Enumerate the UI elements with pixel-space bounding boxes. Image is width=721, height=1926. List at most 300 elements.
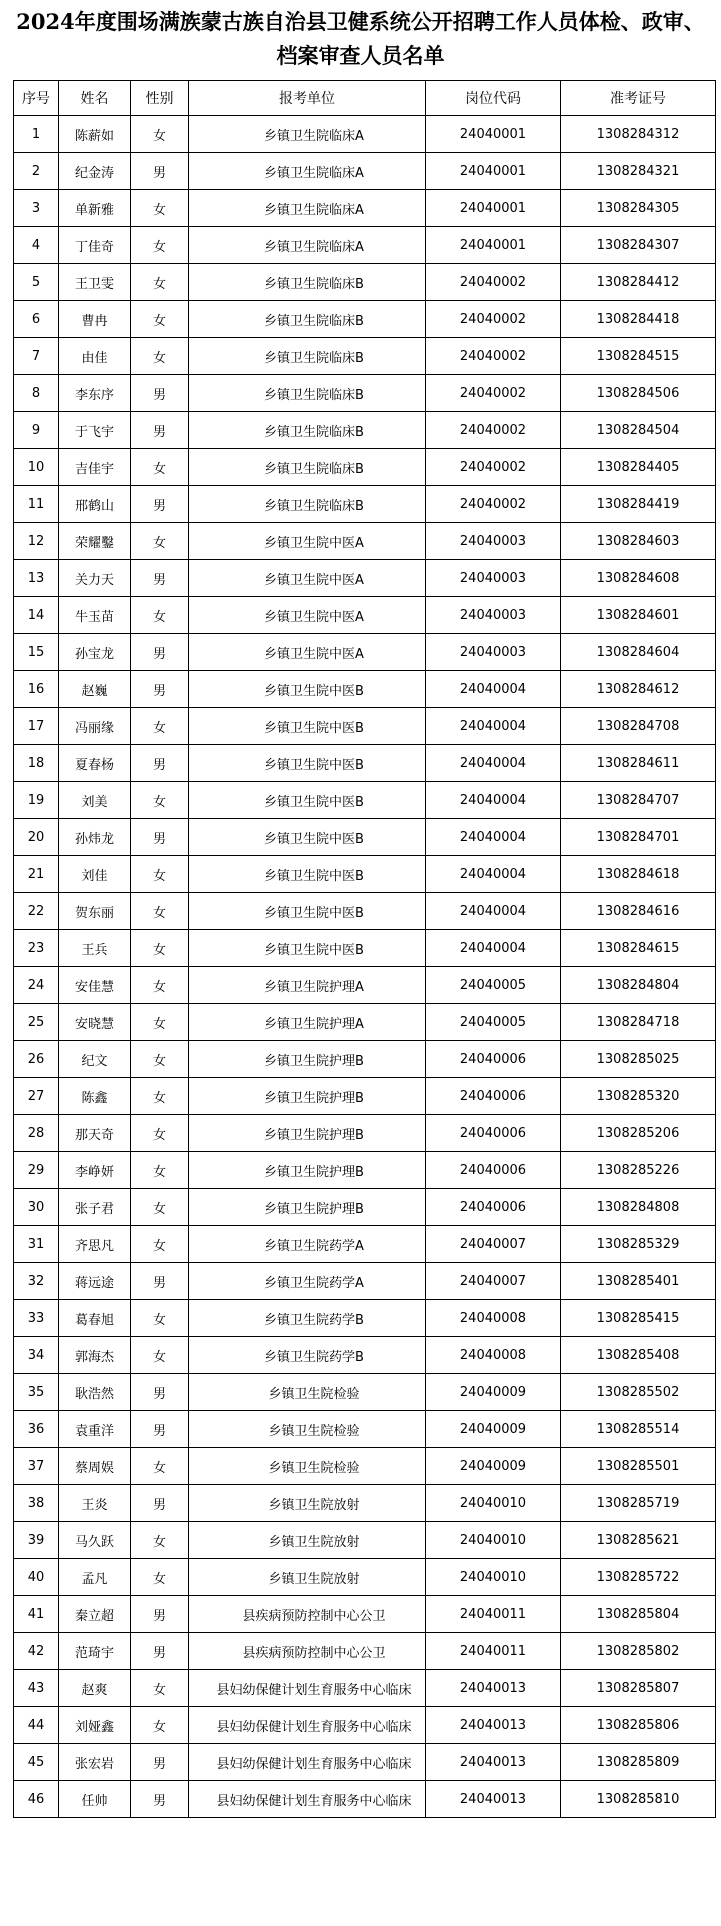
cell-unit: 乡镇卫生院护理A <box>189 967 426 1004</box>
table-row <box>14 1522 716 1559</box>
cell-gender: 男 <box>131 634 189 671</box>
table-row <box>14 708 716 745</box>
cell-gender: 女 <box>131 597 189 634</box>
cell-unit: 乡镇卫生院检验 <box>189 1411 426 1448</box>
cell-gender: 男 <box>131 1263 189 1300</box>
cell-exam-number: 1308284515 <box>561 338 716 375</box>
cell-unit: 县妇幼保健计划生育服务中心临床 <box>189 1744 426 1781</box>
cell-seq: 29 <box>14 1152 59 1189</box>
cell-unit: 乡镇卫生院护理B <box>189 1041 426 1078</box>
cell-exam-number: 1308284718 <box>561 1004 716 1041</box>
cell-exam-number: 1308284412 <box>561 264 716 301</box>
cell-seq: 3 <box>14 190 59 227</box>
cell-post-code: 24040001 <box>426 116 561 153</box>
cell-seq: 35 <box>14 1374 59 1411</box>
cell-post-code: 24040013 <box>426 1781 561 1818</box>
cell-gender: 女 <box>131 1337 189 1374</box>
cell-gender: 男 <box>131 375 189 412</box>
cell-gender: 女 <box>131 301 189 338</box>
cell-seq: 19 <box>14 782 59 819</box>
cell-unit: 乡镇卫生院临床B <box>189 338 426 375</box>
table-row <box>14 967 716 1004</box>
table-row <box>14 1485 716 1522</box>
cell-exam-number: 1308285514 <box>561 1411 716 1448</box>
cell-seq: 11 <box>14 486 59 523</box>
cell-post-code: 24040008 <box>426 1300 561 1337</box>
cell-post-code: 24040003 <box>426 634 561 671</box>
cell-exam-number: 1308285809 <box>561 1744 716 1781</box>
header-post-code: 岗位代码 <box>426 81 561 116</box>
table-row <box>14 1189 716 1226</box>
cell-exam-number: 1308284312 <box>561 116 716 153</box>
cell-exam-number: 1308285810 <box>561 1781 716 1818</box>
header-seq: 序号 <box>14 81 59 116</box>
cell-name: 孟凡 <box>59 1559 131 1596</box>
cell-name: 马久跃 <box>59 1522 131 1559</box>
cell-post-code: 24040011 <box>426 1633 561 1670</box>
cell-unit: 乡镇卫生院中医B <box>189 782 426 819</box>
cell-post-code: 24040004 <box>426 671 561 708</box>
cell-seq: 1 <box>14 116 59 153</box>
cell-exam-number: 1308284419 <box>561 486 716 523</box>
cell-seq: 18 <box>14 745 59 782</box>
table-row <box>14 1559 716 1596</box>
cell-unit: 县妇幼保健计划生育服务中心临床 <box>189 1670 426 1707</box>
cell-exam-number: 1308284804 <box>561 967 716 1004</box>
cell-name: 秦立超 <box>59 1596 131 1633</box>
cell-seq: 7 <box>14 338 59 375</box>
cell-seq: 46 <box>14 1781 59 1818</box>
cell-seq: 21 <box>14 856 59 893</box>
cell-name: 冯丽缘 <box>59 708 131 745</box>
table-row <box>14 1078 716 1115</box>
cell-unit: 乡镇卫生院临床B <box>189 301 426 338</box>
header-name: 姓名 <box>59 81 131 116</box>
table-row <box>14 190 716 227</box>
table-row <box>14 227 716 264</box>
cell-post-code: 24040009 <box>426 1448 561 1485</box>
cell-exam-number: 1308284604 <box>561 634 716 671</box>
cell-name: 由佳 <box>59 338 131 375</box>
cell-seq: 14 <box>14 597 59 634</box>
cell-name: 吉佳宇 <box>59 449 131 486</box>
cell-seq: 25 <box>14 1004 59 1041</box>
cell-seq: 10 <box>14 449 59 486</box>
cell-unit: 乡镇卫生院药学B <box>189 1300 426 1337</box>
cell-seq: 20 <box>14 819 59 856</box>
cell-post-code: 24040004 <box>426 856 561 893</box>
cell-post-code: 24040003 <box>426 560 561 597</box>
cell-name: 李东序 <box>59 375 131 412</box>
cell-seq: 13 <box>14 560 59 597</box>
cell-exam-number: 1308285804 <box>561 1596 716 1633</box>
table-row <box>14 1411 716 1448</box>
cell-exam-number: 1308284504 <box>561 412 716 449</box>
table-row <box>14 930 716 967</box>
cell-name: 李峥妍 <box>59 1152 131 1189</box>
cell-exam-number: 1308285502 <box>561 1374 716 1411</box>
cell-unit: 乡镇卫生院临床B <box>189 412 426 449</box>
cell-name: 那天奇 <box>59 1115 131 1152</box>
cell-unit: 乡镇卫生院检验 <box>189 1448 426 1485</box>
cell-seq: 33 <box>14 1300 59 1337</box>
cell-exam-number: 1308285408 <box>561 1337 716 1374</box>
cell-unit: 乡镇卫生院临床A <box>189 227 426 264</box>
table-row <box>14 375 716 412</box>
cell-exam-number: 1308285320 <box>561 1078 716 1115</box>
cell-post-code: 24040004 <box>426 708 561 745</box>
cell-seq: 24 <box>14 967 59 1004</box>
table-row <box>14 486 716 523</box>
table-row <box>14 1041 716 1078</box>
cell-seq: 4 <box>14 227 59 264</box>
cell-gender: 男 <box>131 1633 189 1670</box>
cell-exam-number: 1308284616 <box>561 893 716 930</box>
cell-gender: 女 <box>131 116 189 153</box>
cell-seq: 6 <box>14 301 59 338</box>
table-row <box>14 301 716 338</box>
cell-seq: 36 <box>14 1411 59 1448</box>
cell-gender: 男 <box>131 560 189 597</box>
table-row <box>14 1596 716 1633</box>
cell-unit: 乡镇卫生院护理B <box>189 1152 426 1189</box>
cell-unit: 乡镇卫生院放射 <box>189 1522 426 1559</box>
cell-exam-number: 1308284305 <box>561 190 716 227</box>
cell-exam-number: 1308284707 <box>561 782 716 819</box>
cell-post-code: 24040013 <box>426 1744 561 1781</box>
cell-unit: 乡镇卫生院中医B <box>189 819 426 856</box>
cell-gender: 男 <box>131 1374 189 1411</box>
cell-exam-number: 1308285025 <box>561 1041 716 1078</box>
cell-name: 葛春旭 <box>59 1300 131 1337</box>
cell-unit: 县疾病预防控制中心公卫 <box>189 1633 426 1670</box>
table-row <box>14 745 716 782</box>
cell-gender: 女 <box>131 523 189 560</box>
cell-exam-number: 1308285719 <box>561 1485 716 1522</box>
cell-exam-number: 1308285206 <box>561 1115 716 1152</box>
cell-unit: 乡镇卫生院放射 <box>189 1485 426 1522</box>
cell-seq: 42 <box>14 1633 59 1670</box>
cell-gender: 女 <box>131 1300 189 1337</box>
cell-name: 陈鑫 <box>59 1078 131 1115</box>
cell-seq: 22 <box>14 893 59 930</box>
cell-post-code: 24040002 <box>426 375 561 412</box>
cell-unit: 乡镇卫生院临床B <box>189 375 426 412</box>
cell-name: 丁佳奇 <box>59 227 131 264</box>
cell-exam-number: 1308284418 <box>561 301 716 338</box>
cell-name: 刘美 <box>59 782 131 819</box>
cell-unit: 乡镇卫生院中医A <box>189 523 426 560</box>
cell-name: 孙宝龙 <box>59 634 131 671</box>
cell-post-code: 24040004 <box>426 782 561 819</box>
cell-post-code: 24040004 <box>426 745 561 782</box>
cell-unit: 乡镇卫生院中医B <box>189 856 426 893</box>
cell-post-code: 24040002 <box>426 486 561 523</box>
cell-unit: 乡镇卫生院临床A <box>189 116 426 153</box>
cell-exam-number: 1308285226 <box>561 1152 716 1189</box>
cell-seq: 26 <box>14 1041 59 1078</box>
cell-unit: 乡镇卫生院中医B <box>189 893 426 930</box>
cell-unit: 乡镇卫生院中医A <box>189 560 426 597</box>
cell-gender: 女 <box>131 1078 189 1115</box>
cell-seq: 5 <box>14 264 59 301</box>
page-title: 2024年度围场满族蒙古族自治县卫健系统公开招聘工作人员体检、政审、档案审查人员名单 <box>16 9 705 68</box>
table-header-row <box>14 81 716 116</box>
table-row <box>14 893 716 930</box>
cell-seq: 9 <box>14 412 59 449</box>
cell-name: 于飞宇 <box>59 412 131 449</box>
cell-seq: 17 <box>14 708 59 745</box>
cell-exam-number: 1308285807 <box>561 1670 716 1707</box>
cell-gender: 男 <box>131 486 189 523</box>
cell-exam-number: 1308285722 <box>561 1559 716 1596</box>
cell-seq: 28 <box>14 1115 59 1152</box>
table-row <box>14 1337 716 1374</box>
cell-name: 孙炜龙 <box>59 819 131 856</box>
cell-gender: 女 <box>131 1448 189 1485</box>
cell-seq: 37 <box>14 1448 59 1485</box>
cell-post-code: 24040004 <box>426 930 561 967</box>
cell-exam-number: 1308284405 <box>561 449 716 486</box>
cell-gender: 女 <box>131 1559 189 1596</box>
cell-post-code: 24040004 <box>426 893 561 930</box>
cell-exam-number: 1308284618 <box>561 856 716 893</box>
cell-post-code: 24040006 <box>426 1115 561 1152</box>
cell-exam-number: 1308285621 <box>561 1522 716 1559</box>
cell-unit: 乡镇卫生院检验 <box>189 1374 426 1411</box>
cell-gender: 男 <box>131 1744 189 1781</box>
table-row <box>14 671 716 708</box>
cell-seq: 12 <box>14 523 59 560</box>
cell-post-code: 24040002 <box>426 301 561 338</box>
table-row <box>14 1707 716 1744</box>
cell-post-code: 24040013 <box>426 1670 561 1707</box>
cell-unit: 乡镇卫生院药学A <box>189 1263 426 1300</box>
cell-post-code: 24040003 <box>426 523 561 560</box>
cell-name: 蒋远途 <box>59 1263 131 1300</box>
cell-exam-number: 1308284307 <box>561 227 716 264</box>
cell-unit: 乡镇卫生院临床B <box>189 264 426 301</box>
cell-unit: 县妇幼保健计划生育服务中心临床 <box>189 1707 426 1744</box>
cell-exam-number: 1308284615 <box>561 930 716 967</box>
cell-unit: 乡镇卫生院药学A <box>189 1226 426 1263</box>
cell-gender: 女 <box>131 782 189 819</box>
cell-name: 王炎 <box>59 1485 131 1522</box>
table-row <box>14 1152 716 1189</box>
cell-name: 贺东丽 <box>59 893 131 930</box>
cell-post-code: 24040002 <box>426 412 561 449</box>
cell-name: 关力天 <box>59 560 131 597</box>
cell-exam-number: 1308284321 <box>561 153 716 190</box>
cell-unit: 乡镇卫生院放射 <box>189 1559 426 1596</box>
cell-name: 赵巍 <box>59 671 131 708</box>
cell-gender: 女 <box>131 1041 189 1078</box>
cell-exam-number: 1308285802 <box>561 1633 716 1670</box>
cell-post-code: 24040005 <box>426 1004 561 1041</box>
cell-seq: 44 <box>14 1707 59 1744</box>
cell-exam-number: 1308284708 <box>561 708 716 745</box>
cell-name: 陈薪如 <box>59 116 131 153</box>
table-row <box>14 819 716 856</box>
cell-exam-number: 1308284506 <box>561 375 716 412</box>
cell-post-code: 24040009 <box>426 1374 561 1411</box>
cell-name: 王兵 <box>59 930 131 967</box>
cell-exam-number: 1308284808 <box>561 1189 716 1226</box>
cell-unit: 乡镇卫生院中医A <box>189 597 426 634</box>
cell-seq: 27 <box>14 1078 59 1115</box>
cell-post-code: 24040002 <box>426 338 561 375</box>
cell-seq: 32 <box>14 1263 59 1300</box>
table-row <box>14 1300 716 1337</box>
cell-name: 夏春杨 <box>59 745 131 782</box>
cell-post-code: 24040007 <box>426 1263 561 1300</box>
cell-exam-number: 1308285401 <box>561 1263 716 1300</box>
cell-gender: 女 <box>131 893 189 930</box>
cell-name: 郭海杰 <box>59 1337 131 1374</box>
cell-gender: 男 <box>131 412 189 449</box>
cell-unit: 乡镇卫生院护理A <box>189 1004 426 1041</box>
table-row <box>14 523 716 560</box>
cell-post-code: 24040008 <box>426 1337 561 1374</box>
cell-exam-number: 1308284612 <box>561 671 716 708</box>
cell-exam-number: 1308284603 <box>561 523 716 560</box>
cell-post-code: 24040002 <box>426 449 561 486</box>
cell-post-code: 24040013 <box>426 1707 561 1744</box>
cell-name: 牛玉苗 <box>59 597 131 634</box>
cell-gender: 男 <box>131 819 189 856</box>
cell-name: 刘佳 <box>59 856 131 893</box>
cell-exam-number: 1308284601 <box>561 597 716 634</box>
cell-post-code: 24040002 <box>426 264 561 301</box>
table-row <box>14 560 716 597</box>
cell-name: 任帅 <box>59 1781 131 1818</box>
cell-gender: 男 <box>131 671 189 708</box>
cell-seq: 31 <box>14 1226 59 1263</box>
table-row <box>14 1374 716 1411</box>
cell-post-code: 24040006 <box>426 1041 561 1078</box>
cell-seq: 16 <box>14 671 59 708</box>
table-row <box>14 856 716 893</box>
cell-gender: 女 <box>131 930 189 967</box>
cell-name: 范琦宇 <box>59 1633 131 1670</box>
cell-name: 赵爽 <box>59 1670 131 1707</box>
cell-name: 曹冉 <box>59 301 131 338</box>
cell-seq: 8 <box>14 375 59 412</box>
cell-post-code: 24040005 <box>426 967 561 1004</box>
cell-gender: 女 <box>131 1707 189 1744</box>
cell-post-code: 24040007 <box>426 1226 561 1263</box>
table-row <box>14 1744 716 1781</box>
table-row <box>14 1004 716 1041</box>
cell-gender: 女 <box>131 1004 189 1041</box>
cell-post-code: 24040001 <box>426 190 561 227</box>
table-row <box>14 1633 716 1670</box>
cell-post-code: 24040003 <box>426 597 561 634</box>
cell-name: 安晓慧 <box>59 1004 131 1041</box>
cell-gender: 女 <box>131 708 189 745</box>
cell-unit: 乡镇卫生院护理B <box>189 1189 426 1226</box>
cell-gender: 女 <box>131 449 189 486</box>
cell-gender: 女 <box>131 264 189 301</box>
cell-name: 耿浩然 <box>59 1374 131 1411</box>
candidate-table <box>13 80 716 1818</box>
cell-unit: 乡镇卫生院临床B <box>189 449 426 486</box>
cell-post-code: 24040004 <box>426 819 561 856</box>
cell-exam-number: 1308284701 <box>561 819 716 856</box>
cell-post-code: 24040006 <box>426 1189 561 1226</box>
cell-name: 安佳慧 <box>59 967 131 1004</box>
table-body <box>14 116 716 1818</box>
table-row <box>14 1226 716 1263</box>
cell-name: 荣耀鑿 <box>59 523 131 560</box>
cell-gender: 女 <box>131 1670 189 1707</box>
cell-name: 刘娅鑫 <box>59 1707 131 1744</box>
cell-seq: 30 <box>14 1189 59 1226</box>
cell-exam-number: 1308285415 <box>561 1300 716 1337</box>
cell-gender: 女 <box>131 190 189 227</box>
cell-gender: 男 <box>131 1596 189 1633</box>
cell-gender: 男 <box>131 153 189 190</box>
cell-gender: 女 <box>131 227 189 264</box>
cell-unit: 乡镇卫生院护理B <box>189 1115 426 1152</box>
cell-post-code: 24040010 <box>426 1522 561 1559</box>
cell-unit: 乡镇卫生院护理B <box>189 1078 426 1115</box>
cell-exam-number: 1308285806 <box>561 1707 716 1744</box>
cell-gender: 女 <box>131 967 189 1004</box>
cell-unit: 乡镇卫生院临床A <box>189 153 426 190</box>
table-row <box>14 634 716 671</box>
table-row <box>14 153 716 190</box>
cell-name: 蔡周娱 <box>59 1448 131 1485</box>
cell-exam-number: 1308284608 <box>561 560 716 597</box>
cell-unit: 县妇幼保健计划生育服务中心临床 <box>189 1781 426 1818</box>
cell-seq: 40 <box>14 1559 59 1596</box>
table-row <box>14 782 716 819</box>
cell-post-code: 24040009 <box>426 1411 561 1448</box>
cell-seq: 15 <box>14 634 59 671</box>
cell-seq: 34 <box>14 1337 59 1374</box>
cell-unit: 乡镇卫生院临床B <box>189 486 426 523</box>
table-row <box>14 116 716 153</box>
cell-seq: 41 <box>14 1596 59 1633</box>
cell-post-code: 24040010 <box>426 1559 561 1596</box>
table-row <box>14 1263 716 1300</box>
header-gender: 性别 <box>131 81 189 116</box>
cell-name: 单新雅 <box>59 190 131 227</box>
cell-unit: 乡镇卫生院中医B <box>189 671 426 708</box>
cell-name: 张子君 <box>59 1189 131 1226</box>
cell-post-code: 24040001 <box>426 227 561 264</box>
cell-name: 王卫雯 <box>59 264 131 301</box>
cell-post-code: 24040006 <box>426 1078 561 1115</box>
cell-exam-number: 1308285329 <box>561 1226 716 1263</box>
cell-gender: 女 <box>131 856 189 893</box>
cell-gender: 女 <box>131 1226 189 1263</box>
cell-name: 张宏岩 <box>59 1744 131 1781</box>
table-row <box>14 264 716 301</box>
cell-name: 邢鹤山 <box>59 486 131 523</box>
cell-seq: 43 <box>14 1670 59 1707</box>
cell-unit: 乡镇卫生院药学B <box>189 1337 426 1374</box>
cell-seq: 23 <box>14 930 59 967</box>
cell-unit: 乡镇卫生院中医B <box>189 708 426 745</box>
cell-seq: 39 <box>14 1522 59 1559</box>
cell-unit: 乡镇卫生院中医B <box>189 745 426 782</box>
table-row <box>14 1670 716 1707</box>
cell-post-code: 24040011 <box>426 1596 561 1633</box>
cell-name: 纪金涛 <box>59 153 131 190</box>
table-row <box>14 1781 716 1818</box>
